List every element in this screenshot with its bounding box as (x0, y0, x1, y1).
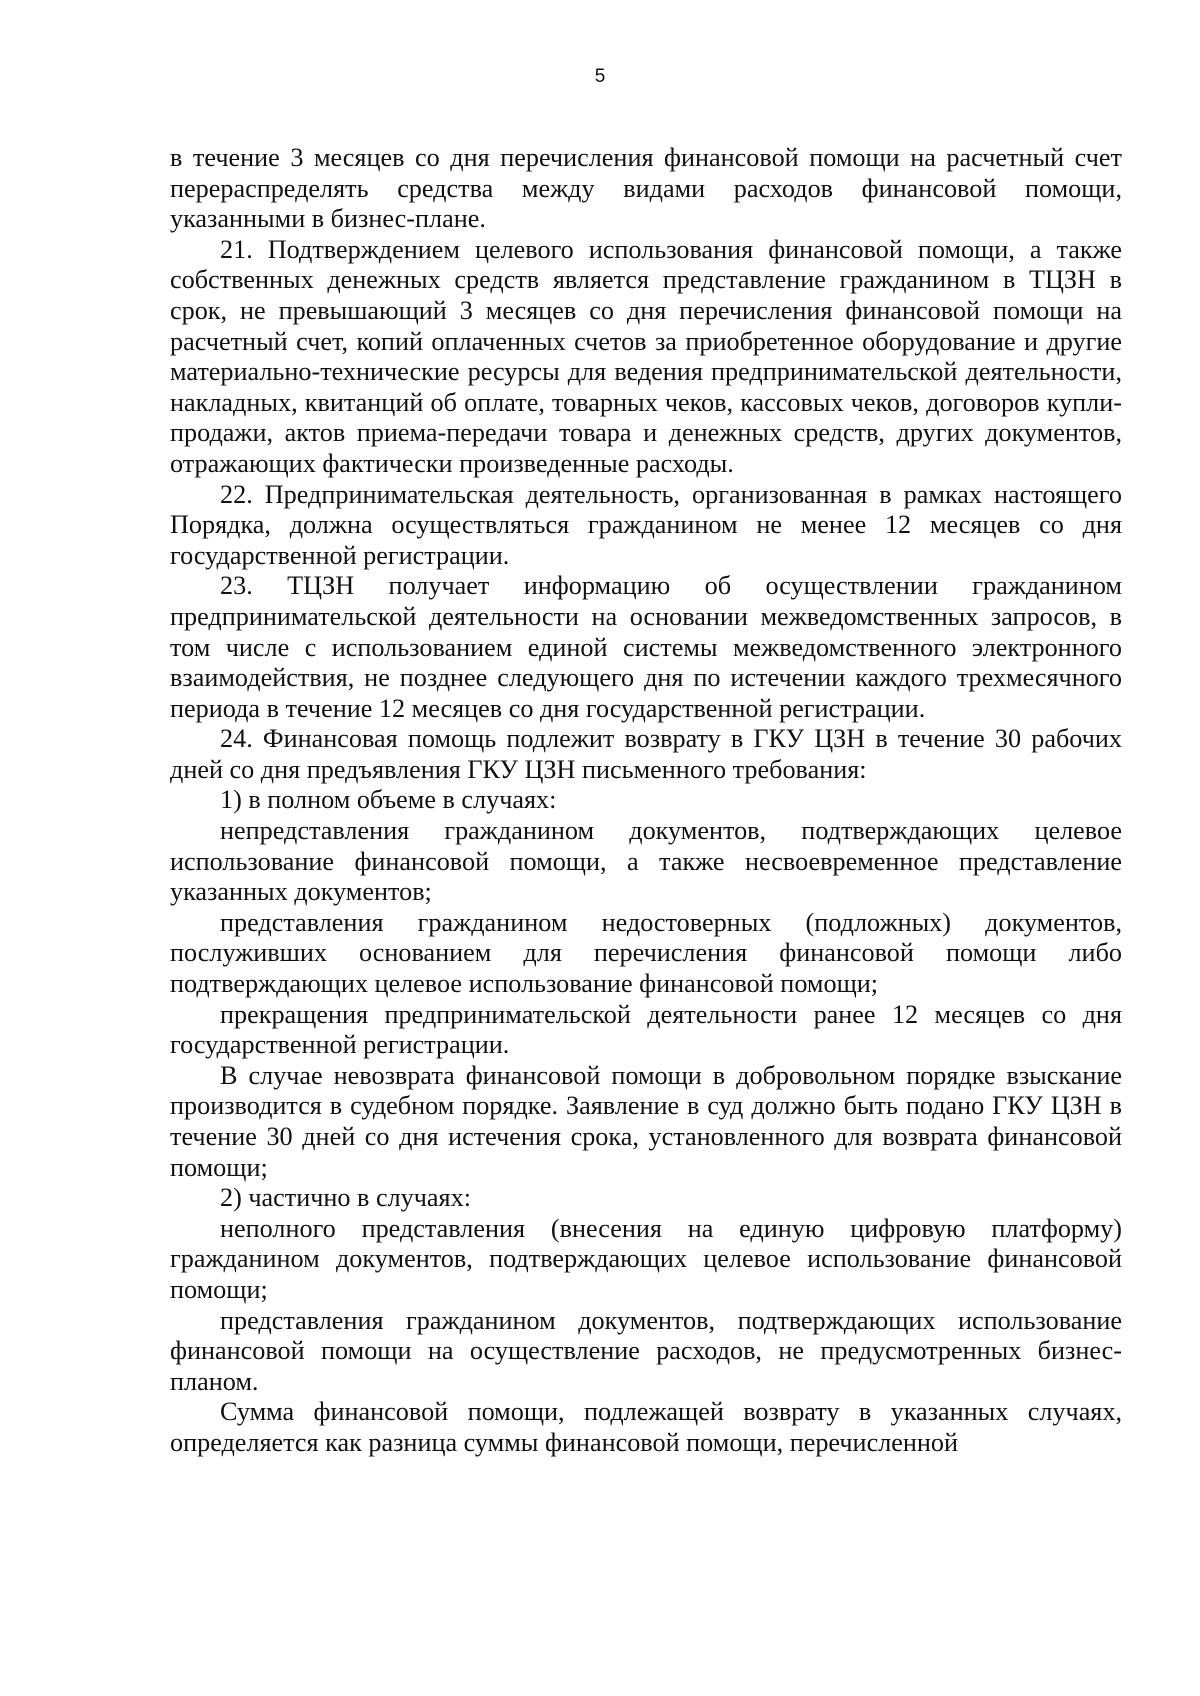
paragraph-item-21: 21. Подтверждением целевого использования финансовой помощи, а также собственных денежных средств является представление гражданином в ТЦЗН в срок, не превышающий 3 месяцев со дня перечисления финансовой помощи на расчетный счет, копий оплаченных счетов за приобретенное оборудование и другие материально-технические ресурсы для ведения предпринимательской деятельности, накладных, квитанций об оплате, товарных чеков, кассовых чеков, договоров купли-продажи, актов приема-передачи товара и денежных средств, других документов, отражающих фактически произведенные расходы. (170, 234, 1122, 478)
paragraph-court-recovery: В случае невозврата финансовой помощи в добровольном порядке взыскание производится в судебном порядке. Заявление в суд должно быть подано ГКУ ЦЗН в течение 30 дней со дня истечения срока, установленного для возврата финансовой помощи; (170, 1060, 1122, 1182)
paragraph-item-23: 23. ТЦЗН получает информацию об осуществлении гражданином предпринимательской деятельности на основании межведомственных запросов, в том числе с использованием единой системы межведомственного электронного взаимодействия, не позднее следующего дня по истечении каждого трехмесячного периода в течение 12 месяцев со дня государственной регистрации. (170, 571, 1122, 723)
paragraph-item-24: 24. Финансовая помощь подлежит возврату в ГКУ ЦЗН в течение 30 рабочих дней со дня предъявления ГКУ ЦЗН письменного требования: (170, 724, 1122, 784)
subitem-2: 2) частично в случаях: (220, 1183, 471, 1213)
case-incomplete-submission: неполного представления (внесения на единую цифровую платформу) гражданином документов, подтверждающих целевое использование финансовой помощи; (170, 1213, 1122, 1304)
case-false-documents: представления гражданином недостоверных (подложных) документов, послуживших основанием для перечисления финансовой помощи либо подтверждающих целевое использование финансовой помощи; (170, 907, 1122, 999)
paragraph-continuation: в течение 3 месяцев со дня перечисления финансовой помощи на расчетный счет перераспределять средства между видами расходов финансовой помощи, указанными в бизнес-плане. (170, 143, 1122, 234)
case-nonsubmission: непредставления гражданином документов, подтверждающих целевое использование финансовой помощи, а также несвоевременное представление указанных документов; (170, 816, 1122, 907)
case-unplanned-expenses: представления гражданином документов, подтверждающих использование финансовой помощи на осуществление расходов, не предусмотренных бизнес-планом. (170, 1305, 1122, 1396)
case-early-termination: прекращения предпринимательской деятельности ранее 12 месяцев со дня государственной регистрации. (170, 999, 1122, 1060)
page-number: 5 (594, 66, 606, 87)
document-body (170, 143, 1122, 1459)
subitem-1: 1) в полном объеме в случаях: (220, 785, 557, 815)
paragraph-refund-amount: Сумма финансовой помощи, подлежащей возврату в указанных случаях, определяется как разница суммы финансовой помощи, перечисленной (170, 1397, 1122, 1457)
paragraph-item-22: 22. Предпринимательская деятельность, организованная в рамках настоящего Порядка, должна осуществляться гражданином не менее 12 месяцев со дня государственной регистрации. (170, 479, 1122, 570)
